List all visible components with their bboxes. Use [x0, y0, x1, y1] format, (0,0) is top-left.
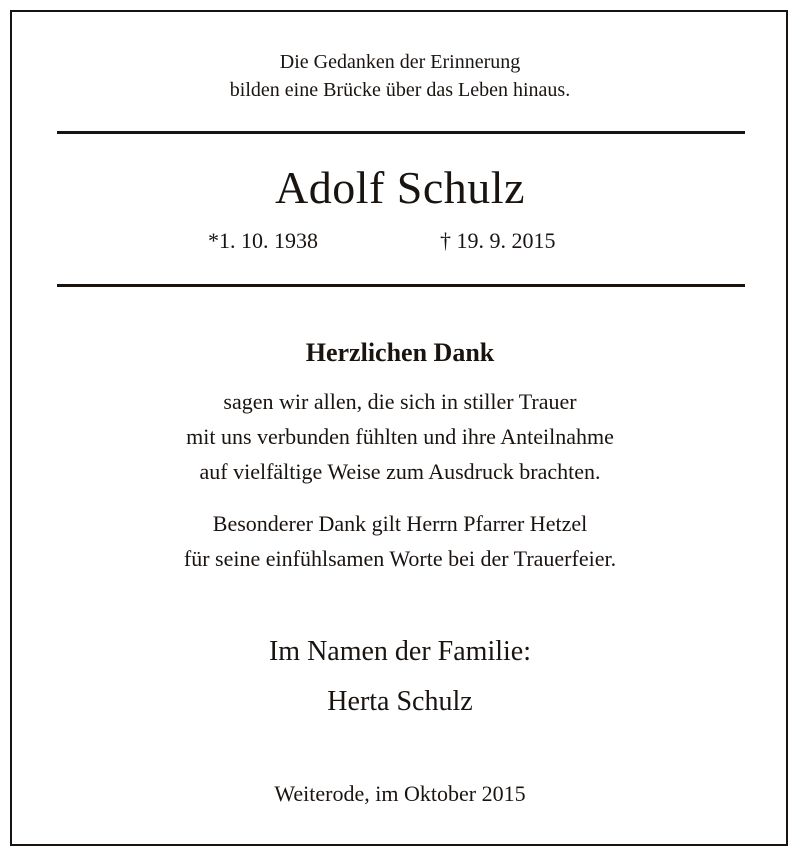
thanks-paragraph-1 [0, 384, 800, 489]
paragraph-line: auf vielfältige Weise zum Ausdruck brachten. [199, 459, 601, 484]
paragraph-line: für seine einfühlsamen Worte bei der Trauerfeier. [183, 546, 617, 571]
motto-line-2: bilden eine Brücke über das Leben hinaus. [229, 79, 571, 101]
paragraph-line: mit uns verbunden fühlten und ihre Anteilnahme [186, 424, 614, 449]
thanks-title: Herzlichen Dank [305, 338, 495, 367]
thanks-paragraph-2 [0, 506, 800, 576]
signature-label: Im Namen der Familie: [268, 636, 532, 667]
birth-date: *1. 10. 1938 [208, 228, 318, 253]
place-and-date: Weiterode, im Oktober 2015 [274, 781, 526, 806]
signature-name: Herta Schulz [327, 686, 473, 717]
paragraph-line: sagen wir allen, die sich in stiller Trauer [223, 389, 577, 414]
motto-line-1: Die Gedanken der Erinnerung [279, 51, 521, 73]
paragraph-line: Besonderer Dank gilt Herrn Pfarrer Hetzel [212, 511, 588, 536]
deceased-name: Adolf Schulz [274, 162, 525, 213]
divider-bottom [57, 284, 745, 287]
death-date: † 19. 9. 2015 [440, 228, 556, 253]
motto [0, 48, 800, 104]
divider-top [57, 131, 745, 134]
